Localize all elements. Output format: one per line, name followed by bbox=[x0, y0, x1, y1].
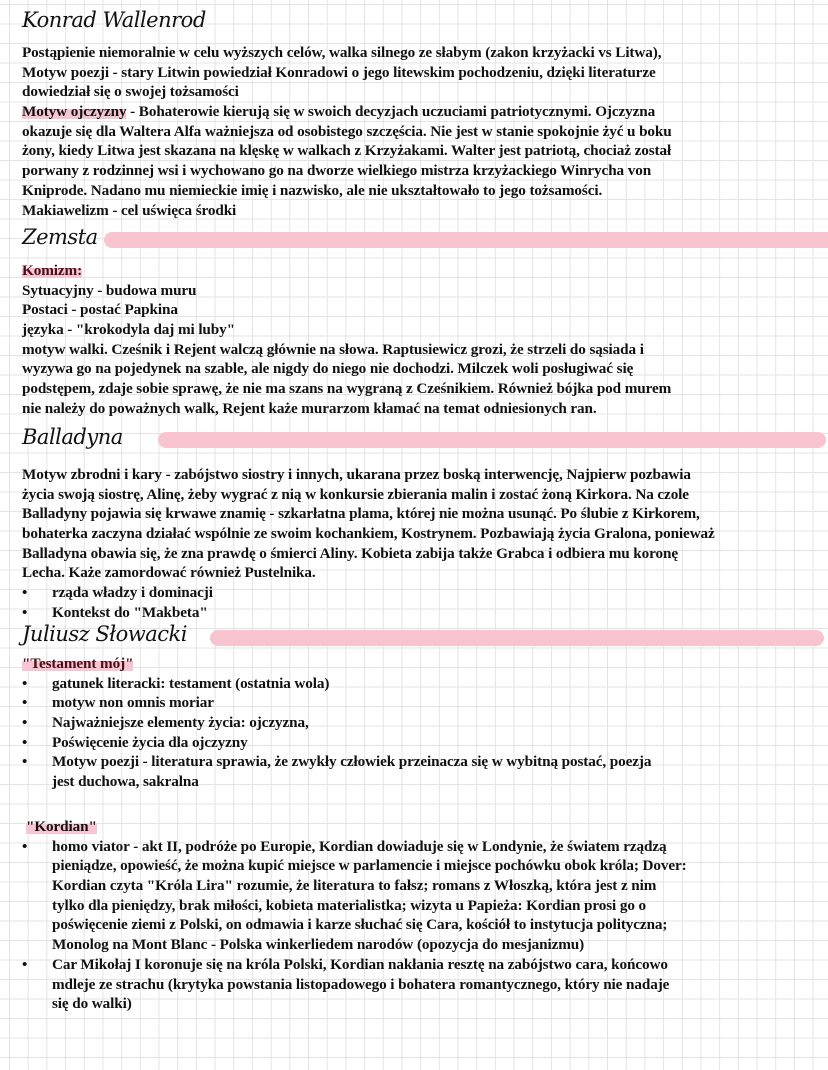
list-item bbox=[22, 583, 828, 603]
heading-highlight-bar bbox=[104, 232, 828, 248]
heading-balladyna: Balladyna bbox=[22, 425, 123, 449]
list-item-text: Najważniejsze elementy życia: ojczyzna, bbox=[52, 714, 309, 732]
text-line: porwany z rodzinnej wsi i wychowano go na dworze wielkiego mistrza krzyżackiego Winrycha von bbox=[22, 162, 652, 180]
list-item-line bbox=[22, 876, 828, 896]
bullet-icon: • bbox=[22, 733, 28, 751]
list-item-line bbox=[22, 955, 828, 975]
text-line: Kniprode. Nadano mu niemieckie imię i nazwisko, ale nie ukształtowało to jego tożsamości. bbox=[22, 181, 603, 199]
list-item-line bbox=[22, 693, 828, 713]
bullet-icon: • bbox=[22, 753, 28, 771]
text-line bbox=[22, 102, 828, 122]
bullet-icon: • bbox=[22, 584, 28, 602]
list-item-line bbox=[22, 856, 828, 876]
section-zemsta bbox=[22, 261, 828, 419]
text-line: nie należy do poważnych walk, Rejent każe murarzom kłamać na temat odniesionych ran. bbox=[22, 399, 597, 417]
list-item-text: jest duchowa, sakralna bbox=[52, 773, 199, 791]
text-line bbox=[22, 654, 828, 674]
bullet-icon bbox=[22, 915, 52, 935]
list-item-text: gatunek literacki: testament (ostatnia wola) bbox=[52, 674, 330, 692]
text-line bbox=[22, 261, 828, 281]
text-line: języka - "krokodyla daj mi luby" bbox=[22, 321, 235, 339]
text-line: wyzywa go na pojedynek na szable, ale nigdy do niego nie dochodzi. Milczek woli posługiwać się bbox=[22, 360, 634, 378]
list-item-text: Car Mikołaj I koronuje się na króla Polski, Kordian nakłania resztę na zabójstwo cara, końcowo bbox=[52, 955, 668, 973]
list-item-line bbox=[22, 733, 828, 753]
list-item-text: Kontekst do "Makbeta" bbox=[52, 603, 208, 621]
list-item-text: homo viator - akt II, podróże po Europie, Kordian dowiaduje się w Londynie, że światem rządzą bbox=[52, 837, 667, 855]
list-item-text: się do walki) bbox=[52, 995, 132, 1013]
heading-juliusz-slowacki: Juliusz Słowacki bbox=[22, 622, 187, 646]
label-kordian: "Kordian" bbox=[26, 818, 97, 835]
text-line: Motyw zbrodni i kary - zabójstwo siostry i innych, ukarana przez boską interwencję, Najpierw pozbawia bbox=[22, 466, 691, 483]
text-line bbox=[26, 817, 828, 837]
list-item-text: Motyw poezji - literatura sprawia, że zwykły człowiek przeinacza się w wybitną postać, poezja bbox=[52, 753, 652, 771]
text-line: Makiawelizm - cel uświęca środki bbox=[22, 201, 237, 219]
text-line: podstępem, zdaje sobie sprawę, że nie ma szans na wygraną z Cześnikiem. Również bójka pod murem bbox=[22, 380, 672, 398]
text-line: Motyw poezji - stary Litwin powiedział Konradowi o jego litewskim pochodzeniu, dzięki literaturze bbox=[22, 63, 656, 81]
list-item-text: pieniądze, opowieść, że można kupić miejsce w parlamencie i miejsce pochówku obok króla; Dover: bbox=[52, 857, 687, 875]
text-span: - Bohaterowie kierują się w swoich decyzjach uczuciami patriotycznymi. Ojczyzna bbox=[126, 103, 656, 121]
list-item-text: poświęcenie ziemi z Polski, on odmawia i karze słuchać się Cara, kościół to instytucja polityczna; bbox=[52, 916, 668, 934]
testament-list bbox=[22, 674, 828, 792]
section-kordian bbox=[22, 817, 828, 1014]
bullet-icon bbox=[22, 856, 52, 876]
list-item-text: motyw non omnis moriar bbox=[52, 694, 214, 712]
text-line: Postaci - postać Papkina bbox=[22, 301, 178, 319]
heading-konrad-wallenrod: Konrad Wallenrod bbox=[22, 8, 206, 32]
text-line: Lecha. Każe zamordować również Pustelnika. bbox=[22, 564, 316, 582]
list-item-line bbox=[22, 935, 828, 955]
text-line: Balladyna obawia się, że zna prawdę o śmierci Aliny. Kobieta zabija także Grabca i odbiera mu koronę bbox=[22, 544, 678, 562]
text-line: motyw walki. Cześnik i Rejent walczą głównie na słowa. Raptusiewicz grozi, że strzeli do sąsiada i bbox=[22, 340, 644, 358]
list-item-line bbox=[22, 896, 828, 916]
section-konrad-wallenrod bbox=[22, 43, 828, 220]
text-line: życia swoją siostrę, Alinę, żeby wygrać z nią w konkursie zbierania malin i zostać żoną Kirkora. Na czole bbox=[22, 485, 689, 503]
bullet-icon: • bbox=[22, 603, 28, 621]
bullet-icon bbox=[22, 876, 52, 896]
label-komizm: Komizm: bbox=[22, 262, 83, 279]
list-item bbox=[22, 603, 828, 623]
list-item-line bbox=[22, 975, 828, 995]
bullet-icon bbox=[22, 994, 52, 1014]
list-item-text: Monolog na Mont Blanc - Polska winkerliedem narodów (opozycja do mesjanizmu) bbox=[52, 936, 585, 954]
bullet-icon bbox=[22, 935, 52, 955]
section-balladyna bbox=[22, 465, 828, 623]
text-line: dowiedział się o swojej tożsamości bbox=[22, 83, 239, 101]
list-item-line bbox=[22, 994, 828, 1014]
list-item-line bbox=[22, 772, 828, 792]
text-line: żony, kiedy Litwa jest skazana na klęskę w walkach z Krzyżakami. Walter jest patriotą, chociaż został bbox=[22, 142, 672, 160]
bullet-icon: • bbox=[22, 694, 28, 712]
heading-zemsta: Zemsta bbox=[22, 225, 98, 249]
text-line: Postąpienie niemoralnie w celu wyższych celów, walka silnego ze słabym (zakon krzyżacki vs Litwa), bbox=[22, 44, 662, 61]
list-item-line bbox=[22, 713, 828, 733]
text-line: bohaterka zaczyna działać wspólnie ze swoim kochankiem, Kostrynem. Pozbawiają życia Gralona, ponieważ bbox=[22, 525, 715, 543]
list-item-text: tylko dla pieniędzy, brak miłości, kobieta materialistka; wizyta u Papieża: Kordian prosi go o bbox=[52, 896, 647, 914]
label-testament: "Testament mój" bbox=[22, 655, 134, 672]
list-item-line bbox=[22, 674, 828, 694]
list-item-text: Kordian czyta "Króla Lira" rozumie, że literatura to fałsz; romans z Włoszką, która jest z nim bbox=[52, 877, 657, 895]
text-line: Balladyny pojawia się krwawe znamię - szkarłatna plama, której nie można usunąć. Po ślubie z Kirkorem, bbox=[22, 505, 700, 523]
text-line: okazuje się dla Waltera Alfa ważniejsza od osobistego szczęścia. Nie jest w stanie spokojnie żyć u boku bbox=[22, 122, 672, 140]
bullet-icon: • bbox=[22, 674, 28, 692]
list-item-line bbox=[22, 915, 828, 935]
list-item-line bbox=[22, 752, 828, 772]
text-line: Sytuacyjny - budowa muru bbox=[22, 281, 197, 299]
highlighted-term: Motyw ojczyzny bbox=[22, 103, 127, 121]
list-item-text: rządа władzy i dominacji bbox=[52, 584, 213, 602]
list-item-text: Poświęcenie życia dla ojczyzny bbox=[52, 733, 248, 751]
kordian-list bbox=[22, 837, 828, 1014]
bullet-icon bbox=[22, 975, 52, 995]
heading-highlight-bar bbox=[158, 432, 826, 448]
bullet-icon bbox=[22, 772, 52, 792]
section-testament bbox=[22, 654, 828, 792]
heading-highlight-bar bbox=[210, 630, 824, 646]
list-item-text: mdleje ze strachu (krytyka powstania listopadowego i bohatera romantycznego, który nie nadaje bbox=[52, 975, 670, 993]
bullet-icon: • bbox=[22, 714, 28, 732]
bullet-icon: • bbox=[22, 955, 28, 973]
bullet-icon: • bbox=[22, 837, 28, 855]
bullet-icon bbox=[22, 896, 52, 916]
list-item-line bbox=[22, 837, 828, 857]
